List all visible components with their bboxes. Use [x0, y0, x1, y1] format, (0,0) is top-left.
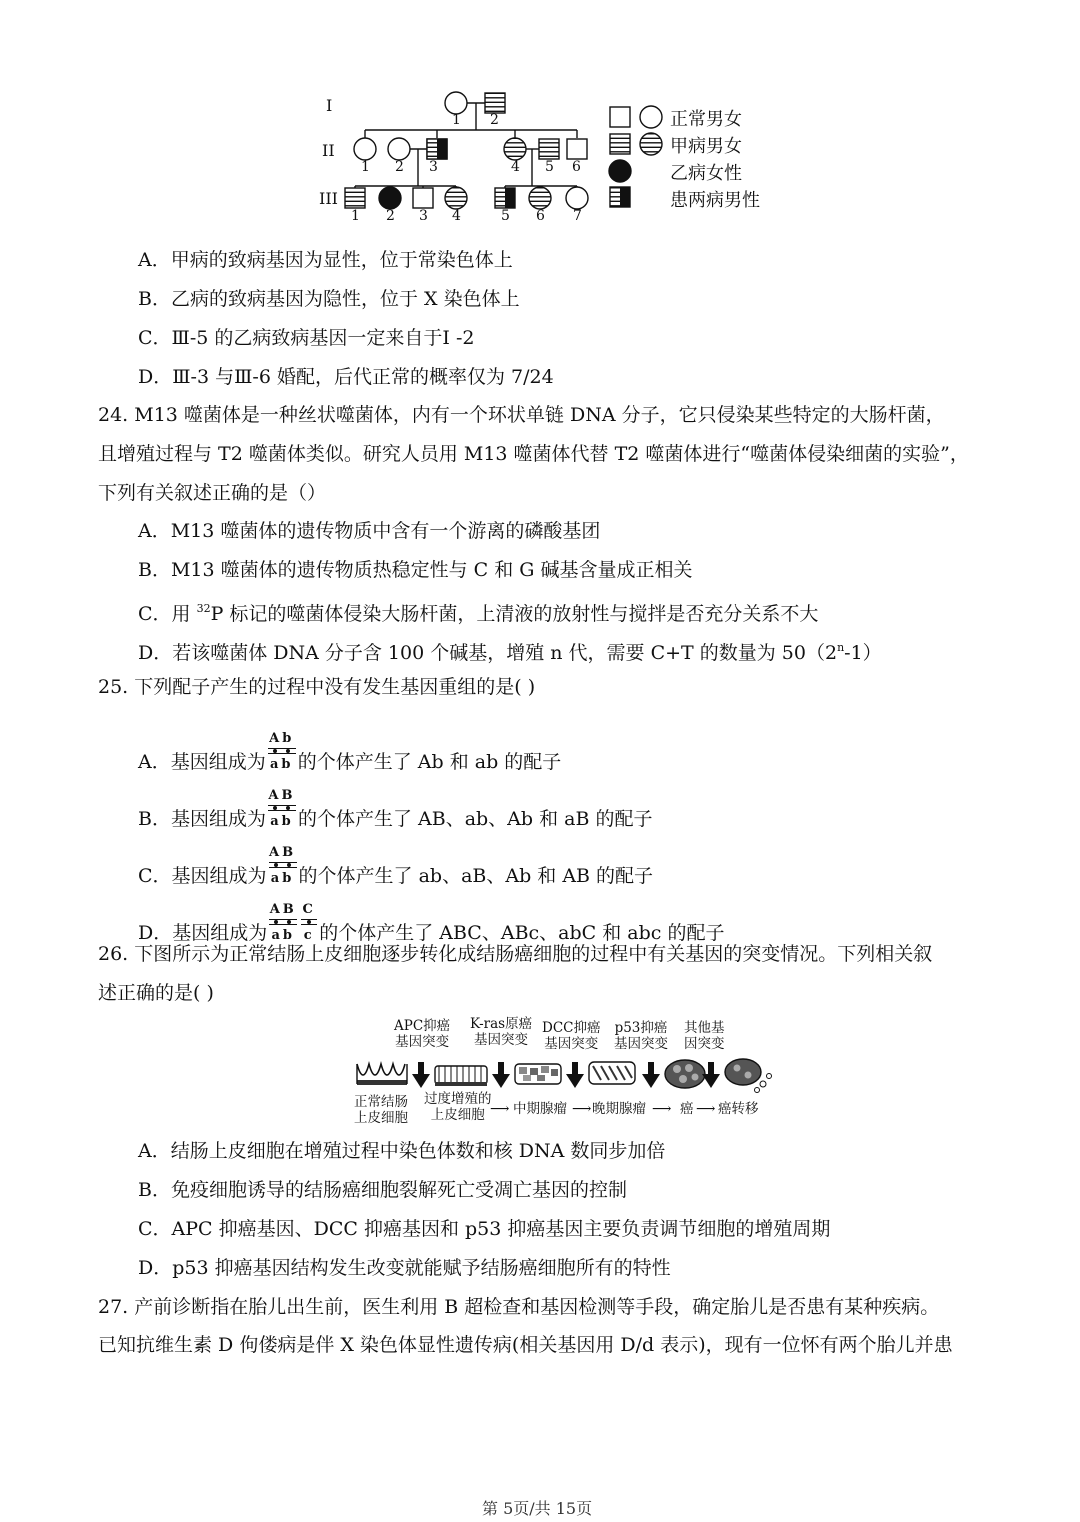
mutation-label-other: 其他基 因突变	[684, 1020, 725, 1052]
pedigree-III-3-male-normal	[413, 188, 433, 208]
q23-option-a: A．甲病的致病基因为显性，位于常染色体上	[138, 249, 513, 271]
gene-top: C	[302, 902, 316, 917]
q24-stem-line-3: 下列有关叙述正确的是（）	[98, 482, 327, 504]
pedigree-II-2-female-normal	[388, 138, 410, 160]
stage-mid-adenoma-label: 中期腺瘤	[513, 1101, 567, 1117]
legend-jia-male-symbol	[610, 134, 630, 154]
q24-option-c-pre: C．用	[138, 603, 197, 625]
q24-option-d-post: -1）	[844, 642, 882, 664]
legend-normal: 正常男女	[670, 109, 742, 130]
legend-normal-male-symbol	[610, 107, 630, 127]
pedigree-num: 1	[361, 159, 370, 175]
q25-option-a-post: 的个体产生了 Ab 和 ab 的配子	[297, 751, 562, 773]
pedigree-III-4-female-jia	[445, 187, 467, 209]
pedigree-num: 2	[386, 208, 395, 224]
gene-top: AB	[269, 845, 297, 860]
stage-cancer-label: 癌	[680, 1101, 694, 1117]
stage-arrow: ⟶	[652, 1101, 672, 1117]
q27-stem-line-2: 已知抗维生素 D 佝偻病是伴 X 染色体显性遗传病(相关基因用 D/d 表示)，现有一位怀有两个胎儿并患	[98, 1334, 953, 1356]
pedigree-num: 2	[395, 159, 404, 175]
q25-option-c	[138, 844, 653, 889]
stage-hyper-label: 过度增殖的 上皮细胞	[424, 1091, 492, 1123]
q24-option-d-pre: D．若该噬菌体 DNA 分子含 100 个碱基，增殖 n 代，需要 C+T 的数量为 50（2	[138, 642, 838, 664]
gene-bottom: ab	[270, 814, 294, 829]
q25-option-c-pre: C．基因组成为	[138, 865, 267, 887]
q24-stem-line-2: 且增殖过程与 T2 噬菌体类似。研究人员用 M13 噬菌体代替 T2 噬菌体进行“噬菌体侵染细菌的实验”，	[98, 443, 969, 465]
pedigree-III-7-female-normal	[566, 187, 588, 209]
stage-arrow: ⟶	[572, 1101, 592, 1117]
q23-option-b: B．乙病的致病基因为隐性，位于 X 染色体上	[138, 288, 520, 310]
q25-option-c-post: 的个体产生了 ab、aB、Ab 和 AB 的配子	[298, 865, 654, 887]
mutation-label-apc: APC抑癌 基因突变	[394, 1018, 451, 1050]
q26-stem-line-2: 述正确的是( )	[98, 982, 214, 1004]
stage-late-adenoma-label: 晚期腺瘤	[592, 1101, 646, 1117]
pedigree-num: 1	[351, 208, 360, 224]
gene-bottom: ab	[269, 757, 294, 772]
q27-stem-line-1: 27. 产前诊断指在胎儿出生前，医生利用 B 超检查和基因检测等手段，确定胎儿是否患有某种疾病。	[98, 1296, 940, 1318]
pedigree-I-2-male-jia	[485, 93, 505, 113]
mutation-label-dcc: DCC抑癌 基因突变	[542, 1020, 601, 1052]
legend-yi: 乙病女性	[670, 163, 742, 184]
chromosome-diagram	[268, 787, 296, 831]
legend-jia: 甲病男女	[670, 136, 742, 157]
stage-metastasis-label: 癌转移	[718, 1101, 759, 1117]
legend-yi-female-symbol	[609, 160, 631, 182]
pedigree-II-4-female-jia	[504, 138, 526, 160]
mutation-label-kras: K-ras原癌 基因突变	[470, 1016, 533, 1048]
legend-jia-female-symbol	[640, 133, 662, 155]
q24-option-c-sup: 32	[196, 602, 211, 615]
q25-option-b-pre: B．基因组成为	[138, 808, 266, 830]
gene-top: AB	[269, 902, 297, 917]
hyperproliferative-cells	[435, 1066, 487, 1086]
q25-option-b	[138, 787, 652, 832]
pedigree-III-2-female-yi	[379, 187, 401, 209]
q24-option-b: B．M13 噬菌体的遗传物质热稳定性与 C 和 G 碱基含量成正相关	[138, 559, 693, 581]
q24-option-d	[138, 635, 882, 666]
pedigree-num: 6	[572, 159, 581, 175]
late-adenoma-cells	[589, 1062, 635, 1084]
q23-option-c: C．Ⅲ-5 的乙病致病基因一定来自于Ⅰ -2	[138, 327, 475, 349]
chromosome-diagram	[301, 901, 317, 945]
pedigree-num: 5	[501, 208, 510, 224]
mutation-label-p53: p53抑癌 基因突变	[614, 1020, 668, 1052]
q25-stem: 25. 下列配子产生的过程中没有发生基因重组的是( )	[98, 676, 536, 698]
q25-option-d-pre: D．基因组成为	[138, 922, 268, 944]
q26-option-a: A．结肠上皮细胞在增殖过程中染色体数和核 DNA 数同步加倍	[138, 1140, 666, 1162]
q24-option-d-sup: n	[837, 641, 845, 654]
gen-label-II: II	[322, 141, 335, 160]
q23-option-d: D．Ⅲ-3 与Ⅲ-6 婚配，后代正常的概率仅为 7/24	[138, 366, 554, 388]
pedigree-num: 5	[545, 159, 554, 175]
pedigree-III-6-female-jia	[529, 187, 551, 209]
pedigree-num: 2	[490, 112, 499, 128]
q24-option-c-post: P 标记的噬菌体侵染大肠杆菌，上清液的放射性与搅拌是否充分关系不大	[210, 603, 819, 625]
pedigree-num: 3	[429, 159, 438, 175]
gene-bottom: c	[303, 928, 315, 943]
gen-label-I: I	[326, 96, 333, 115]
stage-arrow: ⟶	[490, 1101, 510, 1117]
q26-option-d: D．p53 抑癌基因结构发生改变就能赋予结肠癌细胞所有的特性	[138, 1257, 671, 1279]
q25-option-b-post: 的个体产生了 AB、ab、Ab 和 aB 的配子	[297, 808, 653, 830]
pedigree-I-1-female-normal	[445, 92, 467, 114]
q25-option-d	[138, 901, 724, 946]
gene-top: Ab	[269, 731, 295, 746]
pedigree-num: 1	[452, 112, 461, 128]
q26-option-c: C．APC 抑癌基因、DCC 抑癌基因和 p53 抑癌基因主要负责调节细胞的增殖周期	[138, 1218, 831, 1240]
pedigree-num: 4	[511, 159, 520, 175]
legend-both: 患两病男性	[670, 190, 760, 211]
stage-arrow: ⟶	[696, 1101, 716, 1117]
stage-normal-label: 正常结肠 上皮细胞	[354, 1094, 408, 1126]
legend-normal-female-symbol	[640, 106, 662, 128]
pedigree-II-6-male-normal	[567, 139, 587, 159]
pedigree-num: 6	[536, 208, 545, 224]
legend-both-male-symbol	[610, 187, 630, 207]
q24-option-c	[138, 596, 818, 627]
pedigree-III-1-male-jia	[345, 188, 365, 208]
gene-bottom: ab	[270, 871, 295, 886]
q25-option-a-pre: A．基因组成为	[138, 751, 266, 773]
q26-stem-line-1: 26. 下图所示为正常结肠上皮细胞逐步转化成结肠癌细胞的过程中有关基因的突变情况。下列相关叙	[98, 943, 933, 965]
chromosome-diagram	[269, 901, 297, 945]
chromosome-diagram	[268, 730, 296, 774]
pedigree-num: 4	[452, 208, 461, 224]
metastasis-cells	[725, 1059, 772, 1093]
early-adenoma-cells	[515, 1064, 561, 1084]
q25-option-d-post: 的个体产生了 ABC、ABc、abC 和 abc 的配子	[319, 922, 725, 944]
chromosome-diagram	[269, 844, 297, 888]
pedigree-num: 3	[419, 208, 428, 224]
gen-label-III: III	[319, 189, 338, 208]
carcinoma-cells	[665, 1060, 705, 1088]
gene-bottom: ab	[271, 928, 295, 943]
page-footer: 第 5页/共 15页	[482, 1499, 593, 1518]
q25-option-a	[138, 730, 561, 775]
pedigree-II-3-male-both	[427, 139, 447, 159]
q26-option-b: B．免疫细胞诱导的结肠癌细胞裂解死亡受凋亡基因的控制	[138, 1179, 627, 1201]
normal-epithelium-cells	[357, 1064, 407, 1085]
pedigree-III-5-male-both	[495, 188, 515, 208]
pedigree-II-1-female-normal	[354, 138, 376, 160]
q24-stem-line-1: 24. M13 噬菌体是一种丝状噬菌体，内有一个环状单链 DNA 分子，它只侵染某些特定的大肠杆菌，	[98, 404, 945, 426]
gene-top: AB	[268, 788, 296, 803]
colon-cancer-progression-diagram	[355, 1056, 775, 1096]
q24-option-a: A．M13 噬菌体的遗传物质中含有一个游离的磷酸基团	[138, 520, 601, 542]
pedigree-II-5-male-jia	[539, 139, 559, 159]
pedigree-num: 7	[573, 208, 582, 224]
